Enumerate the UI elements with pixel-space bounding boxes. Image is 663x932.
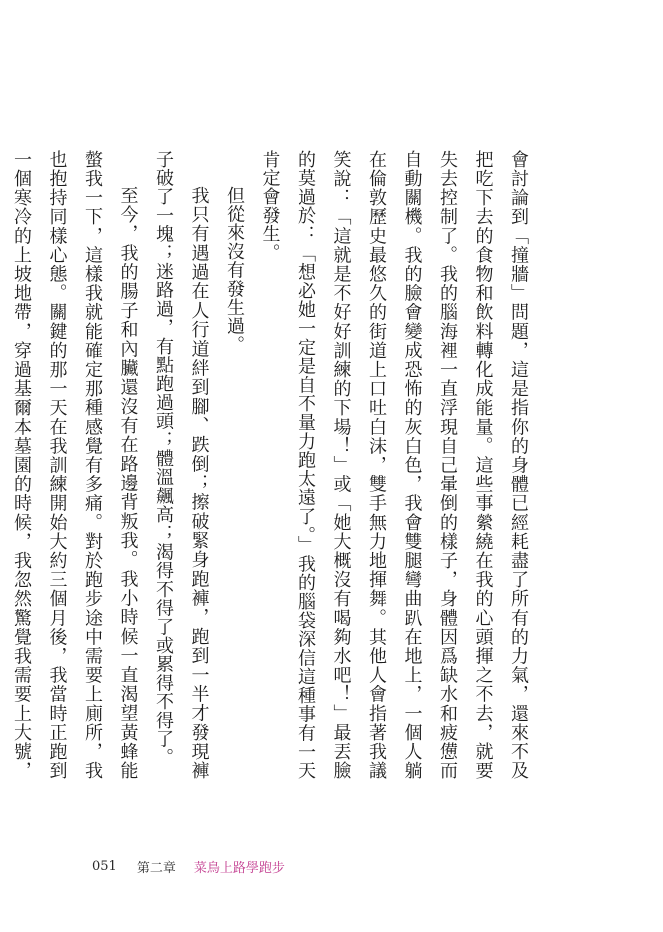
paragraph-4: 至今，我的腸子和內臟還沒有在路邊背叛我。我小時候一直渴望黃蜂能螫我一下，這樣我就能確定那種感覺有多痛。對於跑步途中需要上廁所，我也抱持同樣心態。關鍵的那一天在我訓練開始大約三個月後，我當時正跑到一個寒冷的上坡地帶，穿過基爾本墓園的時候，我忽然驚覺我需要上大號，: [11, 150, 139, 780]
chapter-label: 第二章: [136, 860, 176, 876]
page-number: 051: [92, 858, 117, 874]
paragraph-2: 但從來沒有發生過。: [224, 186, 245, 355]
page-footer: [92, 856, 285, 876]
chapter-title: 菜鳥上路學跑步: [193, 860, 285, 876]
paragraph-3: 我只有遇過在人行道絆到腳、跌倒；擦破緊身跑褲，跑到一半才發現褲子破了一塊；迷路過，有點跑過頭；體溫飆高；渴得不得了或累得不得了。: [153, 150, 210, 780]
paragraph-1: 會討論到「撞牆」問題，這是指你的身體已經耗盡了所有的力氣，還來不及把吃下去的食物和飲料轉化成能量。這些事縈繞在我的心頭揮之不去，就要失去控制了。我的腦海裡一直浮現自己暈倒的樣子，身體因爲缺水和疲憊而自動關機。我的臉會變成恐怖的灰白色，我會雙腿彎曲趴在地上，一個人躺在倫敦歷史最悠久的街道上口吐白沫，雙手無力地揮舞。其他人會指著我議笑說：「這就是不好好訓練的下場！」或「她大概沒有喝夠水吧！」最丟臉的莫過於：「想必她一定是自不量力跑太遠了。」我的腦袋深信這種事有一天肯定會發生。: [259, 150, 529, 780]
vertical-body-text: [11, 150, 536, 780]
